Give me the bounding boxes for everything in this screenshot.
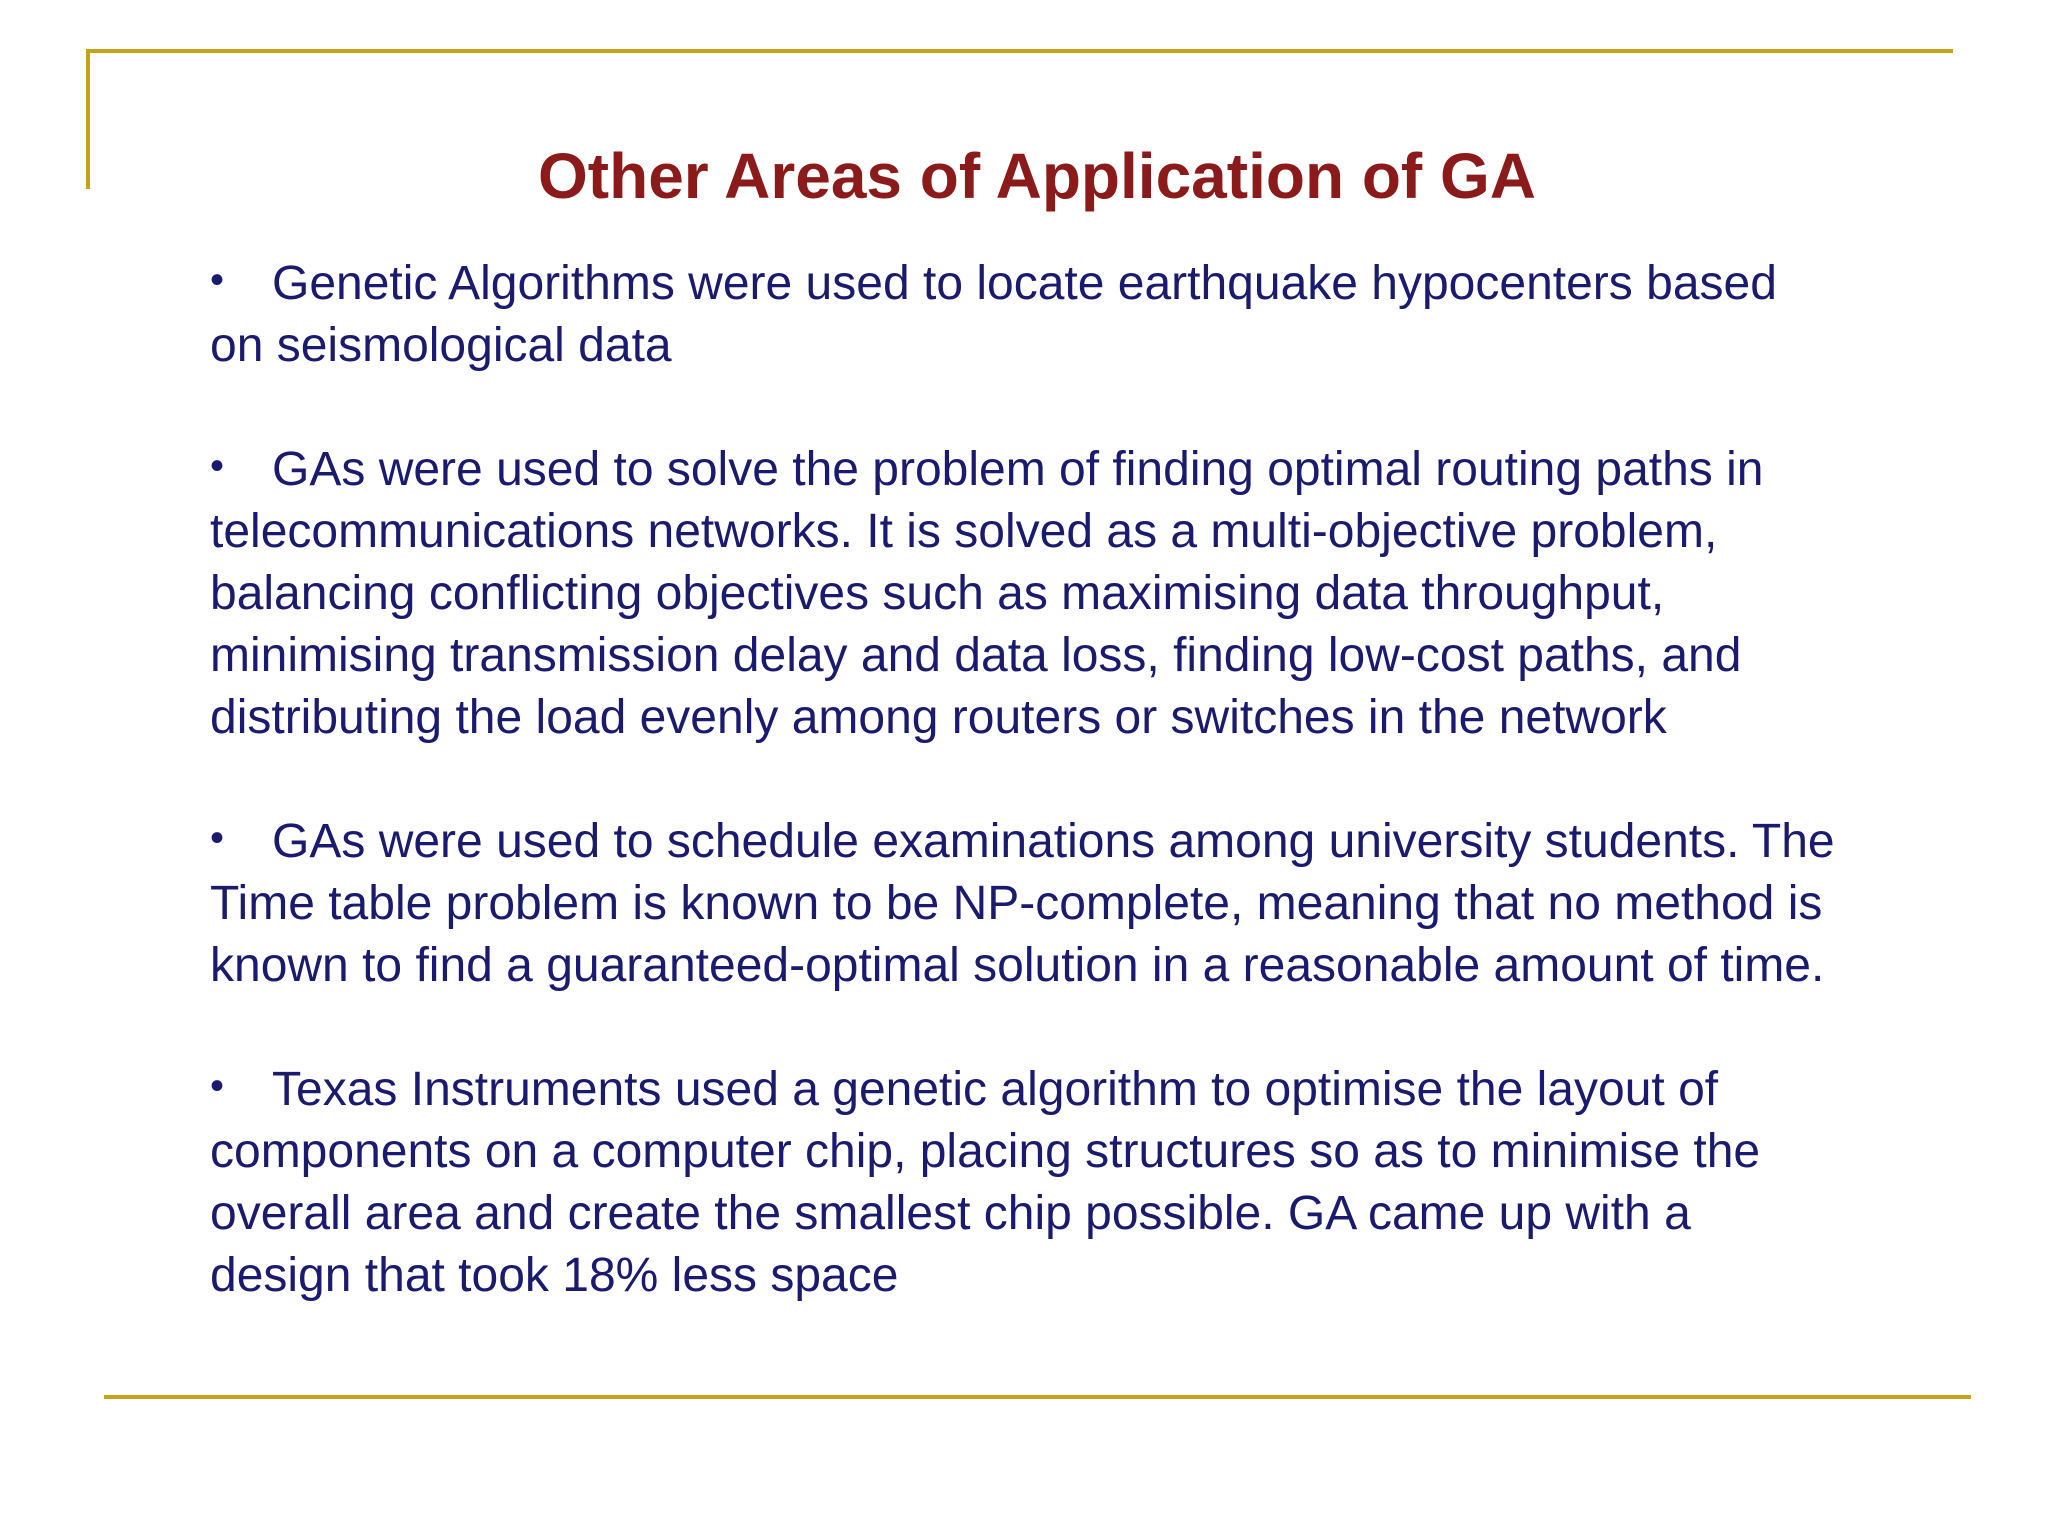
bullet-dot-icon: • <box>210 444 225 488</box>
bullet-item <box>210 253 1970 377</box>
bullet-text-line: design that took 18% less space <box>210 1249 899 1302</box>
bullet-text-line: GAs were used to solve the problem of finding optimal routing paths in <box>272 443 1764 496</box>
bullet-text-line: Texas Instruments used a genetic algorithm to optimise the layout of <box>272 1063 1719 1116</box>
bullet-text-line: GAs were used to schedule examinations among university students. The <box>272 815 1835 868</box>
bullet-text-line: components on a computer chip, placing structures so as to minimise the <box>210 1125 1761 1178</box>
bottom-rule <box>104 1395 1971 1399</box>
bullet-text-line: distributing the load evenly among routers or switches in the network <box>210 691 1667 744</box>
bullet-text-line: Genetic Algorithms were used to locate earthquake hypocenters based <box>272 257 1777 310</box>
bullet-text-line: overall area and create the smallest chip possible. GA came up with a <box>210 1187 1691 1240</box>
bullet-dot-icon: • <box>210 258 225 302</box>
bullet-text-line: on seismological data <box>210 319 672 372</box>
bullet-item <box>210 1059 1970 1307</box>
bullet-text-line: Time table problem is known to be NP-complete, meaning that no method is <box>210 877 1823 930</box>
bullet-text-line: telecommunications networks. It is solved as a multi-objective problem, <box>210 505 1718 558</box>
bullet-list <box>210 253 1970 1307</box>
bullet-text-line: balancing conflicting objectives such as maximising data throughput, <box>210 567 1665 620</box>
bullet-text-line: minimising transmission delay and data loss, finding low-cost paths, and <box>210 629 1742 682</box>
bullet-item <box>210 439 1970 749</box>
top-rule <box>86 49 1953 53</box>
bullet-dot-icon: • <box>210 816 225 860</box>
bullet-dot-icon: • <box>210 1064 225 1108</box>
slide-title: Other Areas of Application of GA <box>538 140 1536 212</box>
bullet-item <box>210 811 1970 997</box>
bullet-text-line: known to find a guaranteed-optimal solution in a reasonable amount of time. <box>210 939 1825 992</box>
